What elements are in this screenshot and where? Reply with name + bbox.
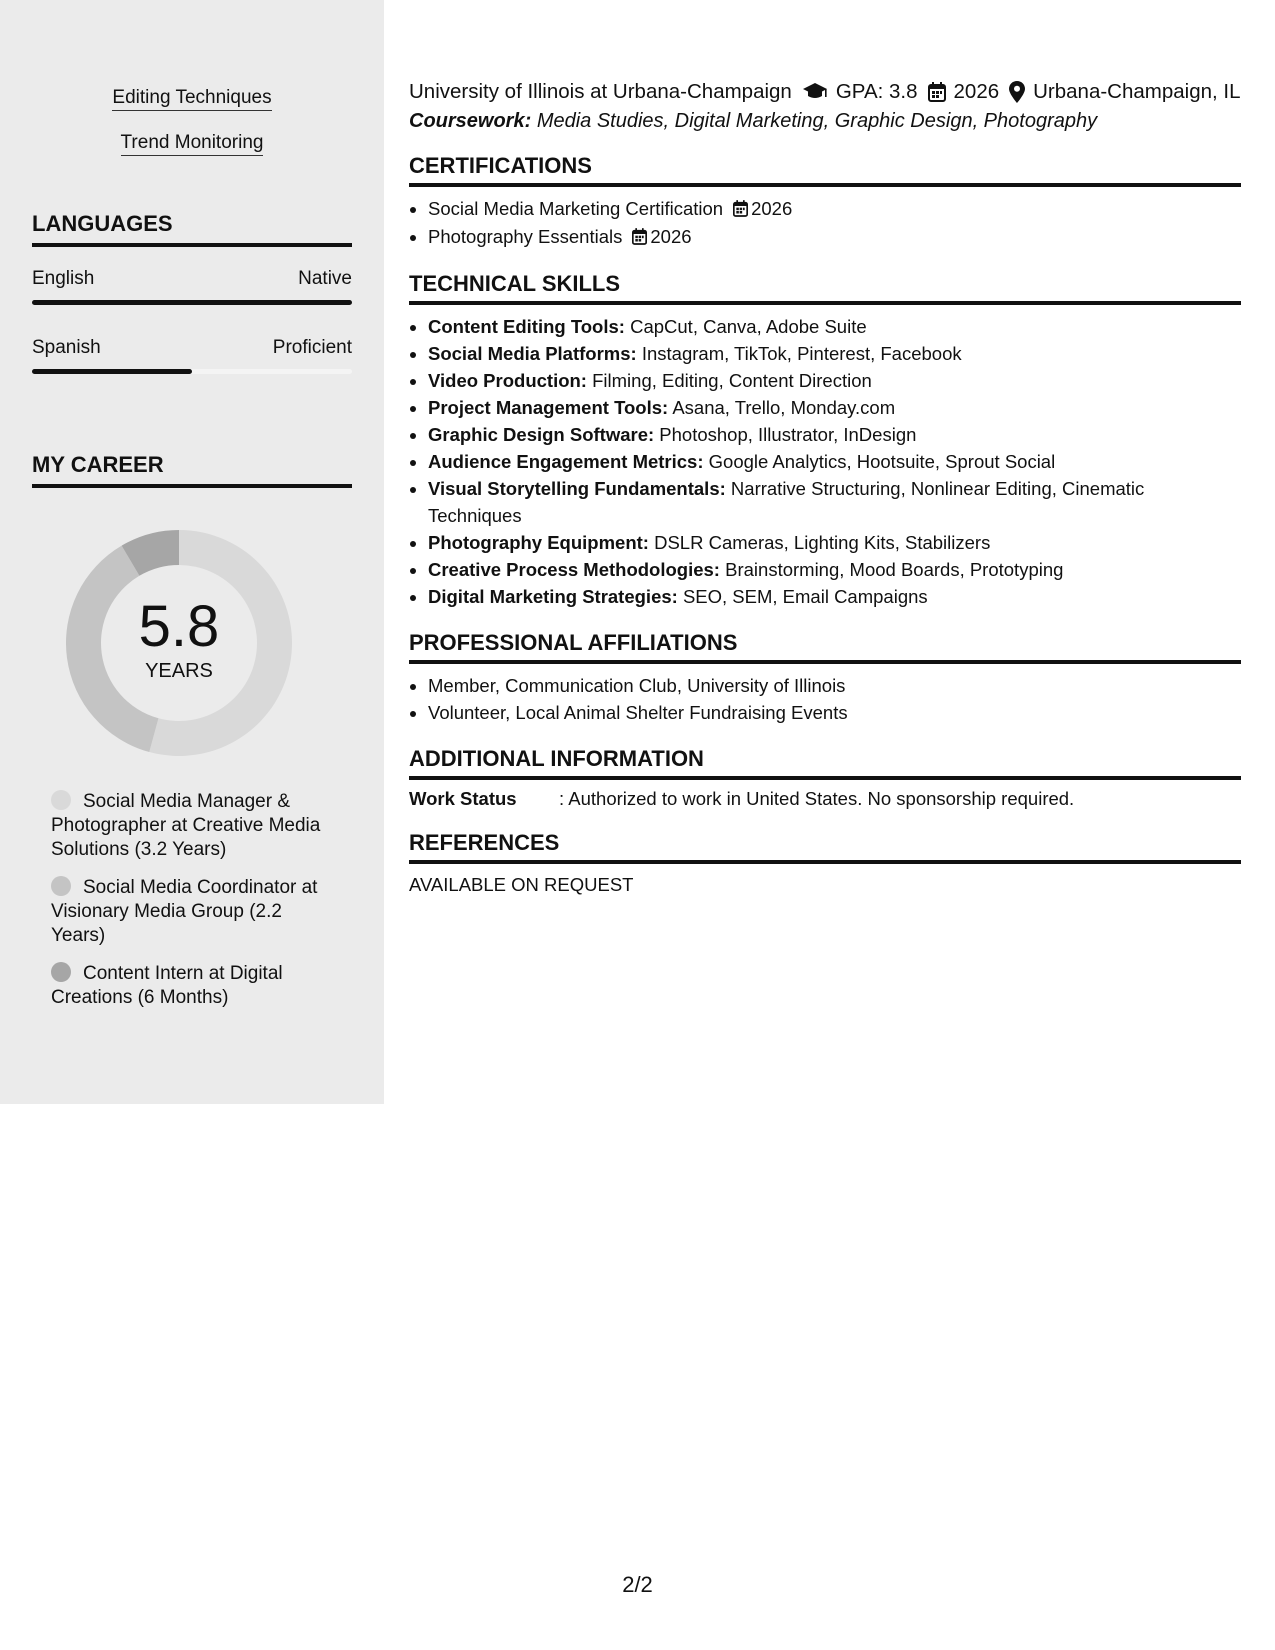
language-bar-english [32, 300, 352, 305]
list-item: • Member, Communication Club, University of Illinois [428, 672, 1241, 699]
education-line [409, 78, 1241, 106]
language-bar-spanish [32, 369, 352, 374]
work-status-value: : Authorized to work in United States. No sponsorship required. [559, 788, 1075, 809]
legend-dot [51, 962, 71, 982]
calendar-icon [928, 82, 946, 102]
certifications-list [409, 195, 1241, 251]
language-name: Spanish [32, 337, 101, 358]
skill-tag: Trend Monitoring [0, 132, 384, 154]
work-status-row [409, 788, 1241, 810]
career-donut-chart [66, 530, 292, 756]
references-heading: REFERENCES [409, 830, 1241, 864]
list-item: • Social Media Platforms: Instagram, TikTok, Pinterest, Facebook [428, 340, 1241, 367]
language-row-english [32, 268, 352, 290]
legend-dot [51, 876, 71, 896]
calendar-icon [632, 228, 647, 245]
map-pin-icon [1009, 81, 1025, 103]
affiliations-heading: PROFESSIONAL AFFILIATIONS [409, 630, 1241, 664]
coursework-label: Coursework: [409, 110, 532, 132]
language-level: Proficient [272, 337, 352, 358]
list-item: • Creative Process Methodologies: Brainstorming, Mood Boards, Prototyping [428, 556, 1241, 583]
location: Urbana-Champaign, IL [1033, 80, 1241, 103]
list-item: • Visual Storytelling Fundamentals: Narrative Structuring, Nonlinear Editing, Cinematic Techniques [428, 475, 1241, 529]
list-item: • Video Production: Filming, Editing, Content Direction [428, 367, 1241, 394]
work-status-label: Work Status [409, 788, 517, 809]
list-item: • Photography Essentials 2026 [428, 223, 1241, 251]
career-legend [51, 790, 331, 1024]
language-row-spanish [32, 337, 352, 359]
references-text: AVAILABLE ON REQUEST [409, 874, 634, 895]
page-number: 2/2 [622, 1572, 653, 1597]
certifications-heading: CERTIFICATIONS [409, 153, 1241, 187]
calendar-icon [733, 200, 748, 217]
list-item: • Photography Equipment: DSLR Cameras, Lighting Kits, Stabilizers [428, 529, 1241, 556]
list-item: • Graphic Design Software: Photoshop, Illustrator, InDesign [428, 421, 1241, 448]
coursework [409, 110, 1241, 133]
technical-skills-list [409, 313, 1241, 610]
coursework-list: Media Studies, Digital Marketing, Graphic Design, Photography [536, 110, 1098, 132]
career-item: Social Media Manager & Photographer at Creative Media Solutions (3.2 Years) [51, 791, 321, 860]
career-total-unit: YEARS [145, 659, 213, 682]
language-level: Native [298, 268, 352, 289]
affiliations-list [409, 672, 1241, 726]
skill-tag: Editing Techniques [0, 87, 384, 109]
list-item: • Content Editing Tools: CapCut, Canva, Adobe Suite [428, 313, 1241, 340]
school-name: University of Illinois at Urbana-Champaign [409, 80, 792, 103]
languages-heading: LANGUAGES [32, 211, 352, 247]
gpa: GPA: 3.8 [835, 80, 918, 103]
career-item: Social Media Coordinator at Visionary Media Group (2.2 Years) [51, 877, 318, 946]
list-item: • Social Media Marketing Certification 2026 [428, 195, 1241, 223]
list-item: • Audience Engagement Metrics: Google Analytics, Hootsuite, Sprout Social [428, 448, 1241, 475]
list-item: • Volunteer, Local Animal Shelter Fundraising Events [428, 699, 1241, 726]
list-item: • Digital Marketing Strategies: SEO, SEM, Email Campaigns [428, 583, 1241, 610]
sidebar [0, 0, 384, 1104]
career-item: Content Intern at Digital Creations (6 Months) [51, 963, 283, 1008]
legend-dot [51, 790, 71, 810]
additional-info-heading: ADDITIONAL INFORMATION [409, 746, 1241, 780]
technical-skills-heading: TECHNICAL SKILLS [409, 271, 1241, 305]
language-bar-fill [32, 300, 352, 305]
language-bar-fill [32, 369, 192, 374]
list-item: • Project Management Tools: Asana, Trello, Monday.com [428, 394, 1241, 421]
career-heading: MY CAREER [32, 452, 352, 488]
graduation-cap-icon [802, 82, 828, 102]
language-name: English [32, 268, 95, 289]
graduation-year: 2026 [953, 80, 1000, 103]
main-content [409, 78, 1241, 896]
career-total-value: 5.8 [138, 593, 220, 659]
